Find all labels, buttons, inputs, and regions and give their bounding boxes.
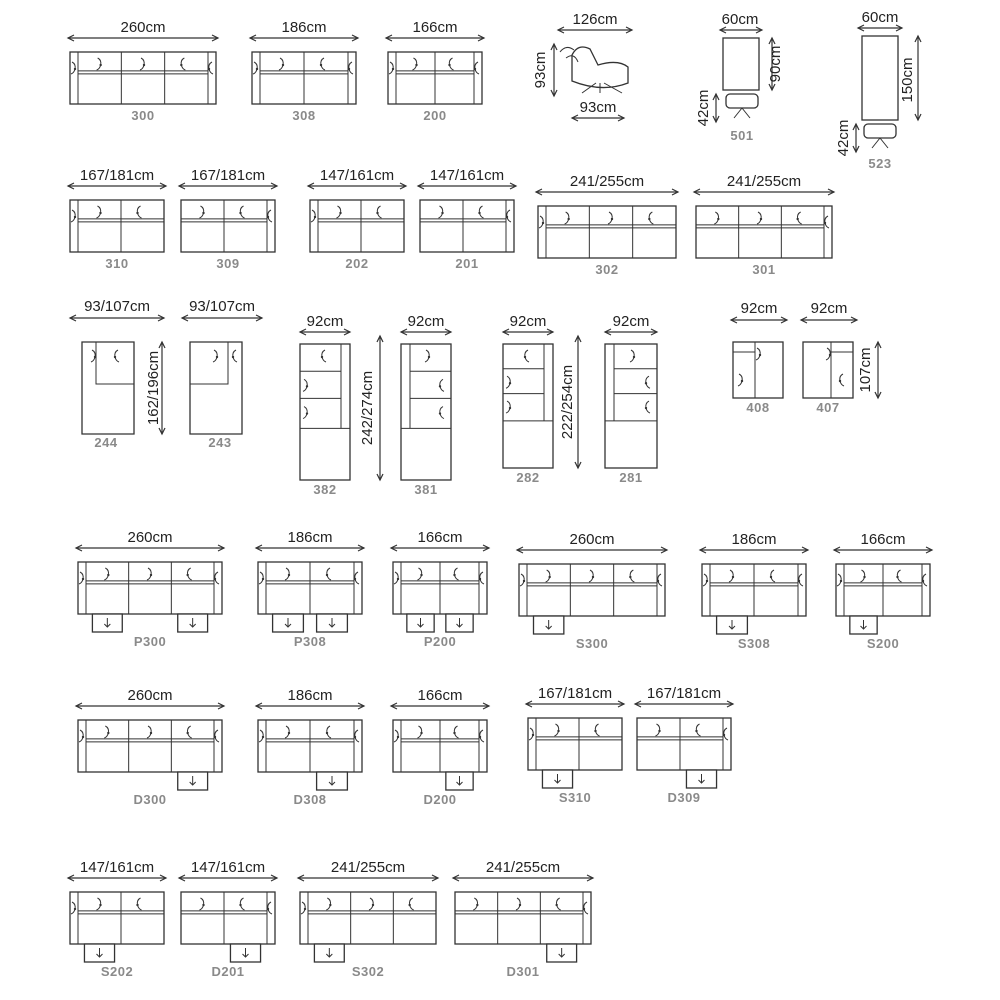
sofa-outline <box>181 892 275 944</box>
width-label: 260cm <box>127 687 173 704</box>
module-282 <box>503 313 553 485</box>
sofa-outline <box>696 206 832 258</box>
module-code: S202 <box>100 964 134 979</box>
module-S202 <box>68 859 166 979</box>
module-D300 <box>76 687 224 807</box>
width-label: 186cm <box>281 19 327 36</box>
corner-outline <box>803 342 853 398</box>
module-code: 244 <box>94 435 118 450</box>
width-label: 166cm <box>417 529 463 546</box>
module-code: D200 <box>423 792 457 807</box>
module-382 <box>300 313 350 497</box>
module-D308 <box>256 687 364 807</box>
module-308 <box>250 19 358 123</box>
module-code: D301 <box>506 964 540 979</box>
module-code: 243 <box>208 435 232 450</box>
width-label: 186cm <box>287 529 333 546</box>
sofa-outline <box>420 200 514 252</box>
sofa-outline <box>70 892 164 944</box>
width-label: 166cm <box>860 531 906 548</box>
width-label: 260cm <box>127 529 173 546</box>
module-code: 200 <box>423 108 447 123</box>
module-407 <box>801 300 857 415</box>
width-label: 241/255cm <box>330 859 406 876</box>
chaise-outline <box>605 344 657 468</box>
module-S200 <box>834 531 932 651</box>
width-label: 60cm <box>861 9 899 26</box>
depth-label: 162/196cm <box>145 350 162 426</box>
sofa-outline <box>181 200 275 252</box>
width-label: 93/107cm <box>84 298 150 315</box>
module-201 <box>418 167 516 271</box>
corner-outline <box>733 342 783 398</box>
module-code: 202 <box>345 256 369 271</box>
width-label: 92cm <box>612 313 650 330</box>
chaise-outline <box>190 342 242 434</box>
module-301 <box>694 173 834 277</box>
depth-label: 222/254cm <box>559 364 576 440</box>
width-label: 93/107cm <box>189 298 255 315</box>
module-code: S302 <box>351 964 385 979</box>
depth-label: 107cm <box>857 347 874 393</box>
width-label: 147/161cm <box>429 167 505 184</box>
module-200 <box>386 19 484 123</box>
module-P200 <box>391 529 489 649</box>
module-244 <box>70 298 165 450</box>
module-code: 309 <box>216 256 240 271</box>
width-label: 260cm <box>120 19 166 36</box>
module-code: P300 <box>133 634 167 649</box>
module-309 <box>179 167 277 271</box>
module-code: 281 <box>619 470 643 485</box>
width-label: 92cm <box>740 300 778 317</box>
module-302 <box>536 173 678 277</box>
module-D200 <box>391 687 489 807</box>
chaise-outline <box>401 344 451 480</box>
width-label: 92cm <box>306 313 344 330</box>
width-label: 60cm <box>721 11 759 28</box>
module-code: D309 <box>667 790 701 805</box>
module-408 <box>731 300 787 415</box>
module-code: S300 <box>575 636 609 651</box>
width-label: 186cm <box>731 531 777 548</box>
sofa-outline <box>528 718 622 770</box>
module-code: 523 <box>868 156 892 171</box>
module-code: 301 <box>752 262 776 277</box>
module-D309 <box>635 685 733 805</box>
width-label: 260cm <box>569 531 615 548</box>
width-label: 166cm <box>412 19 458 36</box>
width-label: 186cm <box>287 687 333 704</box>
width-label: 241/255cm <box>569 173 645 190</box>
width-label: 147/161cm <box>79 859 155 876</box>
depth-label: 93cm <box>579 99 617 116</box>
ottoman-height-label: 42cm <box>835 119 852 157</box>
ottoman <box>864 124 896 138</box>
module-code: 201 <box>455 256 479 271</box>
height-label: 150cm <box>899 57 916 103</box>
width-label: 147/161cm <box>190 859 266 876</box>
module-code: 407 <box>816 400 840 415</box>
backrest-panel <box>723 38 759 90</box>
module-code: D201 <box>211 964 245 979</box>
width-label: 241/255cm <box>485 859 561 876</box>
module-code: 381 <box>414 482 438 497</box>
backrest-panel <box>862 36 898 120</box>
armchair-side-outline <box>572 47 628 88</box>
module-code: 282 <box>516 470 540 485</box>
module-D201 <box>179 859 277 979</box>
height-label: 90cm <box>767 45 784 83</box>
module-P308 <box>256 529 364 649</box>
module-S308 <box>700 531 808 651</box>
width-label: 92cm <box>509 313 547 330</box>
ottoman-height-label: 42cm <box>695 89 712 127</box>
module-code: 300 <box>131 108 155 123</box>
module-code: S200 <box>866 636 900 651</box>
module-243 <box>182 298 262 450</box>
sofa-outline <box>455 892 591 944</box>
module-code: S308 <box>737 636 771 651</box>
module-code: P308 <box>293 634 327 649</box>
width-label: 166cm <box>417 687 463 704</box>
height-label: 93cm <box>532 51 549 89</box>
module-code: 302 <box>595 262 619 277</box>
module-code: 308 <box>292 108 316 123</box>
sofa-outline <box>538 206 676 258</box>
depth-label: 242/274cm <box>359 370 376 446</box>
module-S310 <box>526 685 624 805</box>
module-281 <box>605 313 657 485</box>
sofa-outline <box>300 892 436 944</box>
width-label: 92cm <box>407 313 445 330</box>
width-label: 147/161cm <box>319 167 395 184</box>
module-310 <box>68 167 166 271</box>
sofa-outline <box>310 200 404 252</box>
width-label: 92cm <box>810 300 848 317</box>
module-202 <box>308 167 406 271</box>
module-300 <box>68 19 218 123</box>
sofa-outline <box>637 718 731 770</box>
module-code: P200 <box>423 634 457 649</box>
width-label: 167/181cm <box>79 167 155 184</box>
chaise-outline <box>82 342 134 434</box>
ottoman <box>726 94 758 108</box>
module-code: D300 <box>133 792 167 807</box>
width-label: 167/181cm <box>190 167 266 184</box>
module-code: 408 <box>746 400 770 415</box>
sofa-outline <box>70 200 164 252</box>
module-code: S310 <box>558 790 592 805</box>
module-code: D308 <box>293 792 327 807</box>
module-code: 310 <box>105 256 129 271</box>
module-code: 382 <box>313 482 337 497</box>
width-label: 167/181cm <box>646 685 722 702</box>
module-523 <box>835 9 921 171</box>
module-code: 501 <box>730 128 754 143</box>
module-501 <box>695 11 784 143</box>
width-label: 126cm <box>572 11 618 28</box>
module-381 <box>401 313 451 497</box>
module-S302 <box>298 859 438 979</box>
module-S300 <box>517 531 667 651</box>
width-label: 167/181cm <box>537 685 613 702</box>
width-label: 241/255cm <box>726 173 802 190</box>
module-P300 <box>76 529 224 649</box>
module-D301 <box>453 859 593 979</box>
module-armchair <box>532 11 632 121</box>
